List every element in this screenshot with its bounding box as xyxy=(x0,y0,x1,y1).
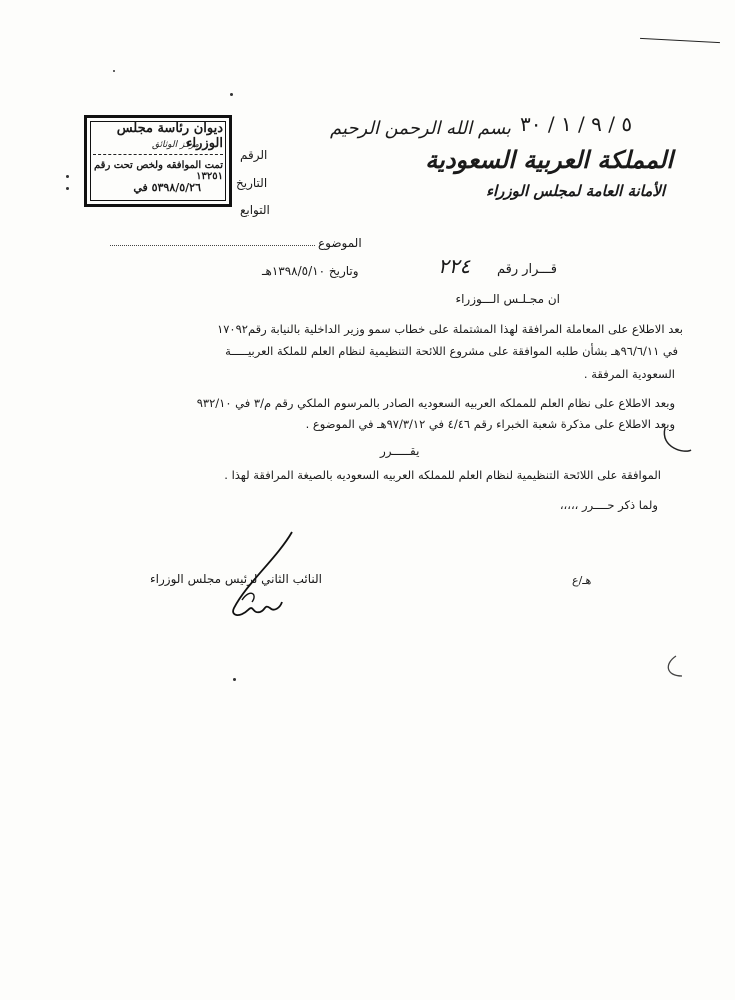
kingdom-heading: المملكة العربية السعودية xyxy=(425,145,673,174)
body-line-3: السعودية المرفقة . xyxy=(583,367,675,381)
council-line: ان مجـلـس الـــوزراء xyxy=(455,292,560,306)
attachments-label: التوابع xyxy=(240,203,270,217)
body-line-5: وبعد الاطلاع على مذكرة شعبة الخبراء رقم ٤/٤٦ في ٩٧/٣/١٢هـ في الموضوع . xyxy=(305,417,675,431)
subject-label: الموضوع xyxy=(318,236,362,250)
body-line-2: في ٩٦/٦/١١هـ بشأن طلبه الموافقة على مشروع اللائحة التنظيمية لنظام العلم للملكة العربيـــــة xyxy=(225,344,678,358)
subject-dotted-line xyxy=(110,245,315,246)
secretariat-heading: الأمانة العامة لمجلس الوزراء xyxy=(485,182,665,200)
decision-label: قـــرار رقم xyxy=(497,262,557,277)
stamp-subtitle: مركز الوثائق xyxy=(151,140,199,150)
decides-line: يقـــــرر xyxy=(380,444,420,458)
stamp-approval-line: تمت الموافقه ولخص تحت رقم ١٣٢٥١ xyxy=(94,160,223,182)
signature-title: النائب الثاني لرئيس مجلس الوزراء xyxy=(150,572,322,586)
decision-number: ٢٢٤ xyxy=(438,254,471,278)
margin-mark xyxy=(655,420,695,460)
body-line-1: بعد الاطلاع على المعاملة المرافقة لهذا المشتملة على خطاب سمو وزير الداخلية بالنيابة رقم١٧٠٩٢ xyxy=(217,322,683,336)
reference-number: ٥ / ٩ / ١ / ٣٠ xyxy=(520,112,633,136)
stamp-title: ديوان رئاسة مجلس الوزراء xyxy=(116,121,223,151)
stamp-date-line: ٥٣٩٨/٥/٢٦ في xyxy=(133,181,201,194)
basmala: بسم الله الرحمن الرحيم xyxy=(330,118,511,139)
corner-line xyxy=(640,38,720,43)
closing-line: ولما ذكر حــــرر ،،،،، xyxy=(559,498,658,512)
body-line-4: وبعد الاطلاع على نظام العلم للمملكه العربيه السعوديه الصادر بالمرسوم الملكي رقم م/٣ في ٩٣٢/١٠ xyxy=(196,396,675,410)
resolution-line: الموافقة على اللائحة التنظيمية لنظام العلم للمملكه العربيه السعوديه بالصيغة المرافقة لهذا . xyxy=(224,468,661,482)
handwritten-signature xyxy=(222,528,297,623)
date-label: التاريخ xyxy=(236,176,268,190)
margin-mark-lower xyxy=(658,652,688,682)
signature-initials: هـ/ع xyxy=(572,574,592,587)
archive-stamp xyxy=(84,115,232,207)
decision-date: وتاريخ ١٣٩٨/٥/١٠هـ xyxy=(262,264,359,278)
number-label: الرقم xyxy=(240,148,268,162)
